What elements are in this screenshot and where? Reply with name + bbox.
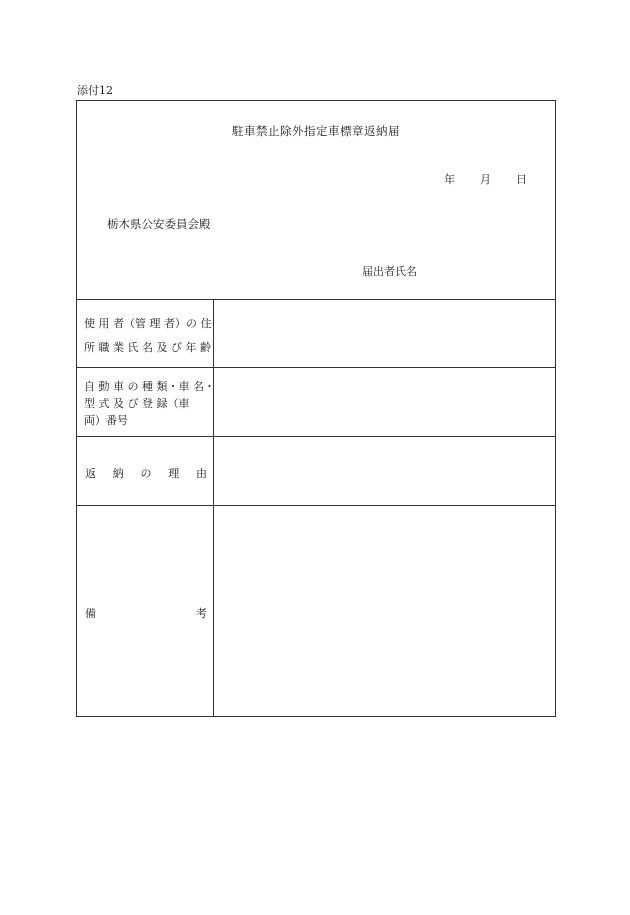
- user-info-field[interactable]: [214, 299, 555, 367]
- row-return-reason-label-text: [85, 465, 207, 481]
- form-header: [77, 101, 555, 300]
- row-vehicle-info-label-line-1: 自 動 車 の 種 類・車 名・: [84, 380, 215, 393]
- row-return-reason-label: [77, 437, 214, 505]
- date-month-label: 月: [480, 173, 491, 186]
- return-notification-form: [76, 100, 556, 717]
- row-user-info-label-line-1: 使 用 者（管 理 者）の 住: [84, 317, 212, 330]
- row-return-reason: [77, 437, 555, 506]
- remarks-char-1: 備: [85, 607, 96, 620]
- row-vehicle-info-label-line-3: 両）番号: [84, 414, 128, 427]
- row-remarks-label: [77, 506, 214, 716]
- return-reason-char-2: 納: [112, 467, 124, 480]
- return-reason-char-1: 返: [85, 467, 96, 480]
- row-remarks: [77, 506, 555, 716]
- return-reason-char-3: の: [140, 467, 152, 480]
- row-remarks-label-text: [85, 605, 207, 621]
- return-reason-field[interactable]: [214, 437, 555, 505]
- vehicle-info-field[interactable]: [214, 368, 555, 436]
- row-vehicle-info-label: [77, 368, 214, 436]
- row-vehicle-info: [77, 368, 555, 437]
- remarks-char-2: 考: [196, 607, 207, 620]
- date-day-label: 日: [516, 173, 527, 186]
- row-user-info-label: [77, 299, 214, 367]
- return-reason-char-4: 理: [168, 467, 180, 480]
- applicant-name-label: 届出者氏名: [362, 265, 417, 278]
- attachment-label: 添付12: [77, 84, 113, 97]
- remarks-field[interactable]: [214, 506, 555, 716]
- addressee: 栃木県公安委員会殿: [107, 217, 211, 231]
- row-user-info: [77, 299, 555, 368]
- form-title: 駐車禁止除外指定車標章返納届: [232, 124, 400, 138]
- row-vehicle-info-label-line-2: 型 式 及 び 登 録（車: [84, 397, 190, 410]
- date-year-label: 年: [444, 173, 455, 186]
- row-user-info-label-line-2: 所 職 業 氏 名 及 び 年 齢: [84, 341, 211, 354]
- return-reason-char-5: 由: [196, 467, 207, 480]
